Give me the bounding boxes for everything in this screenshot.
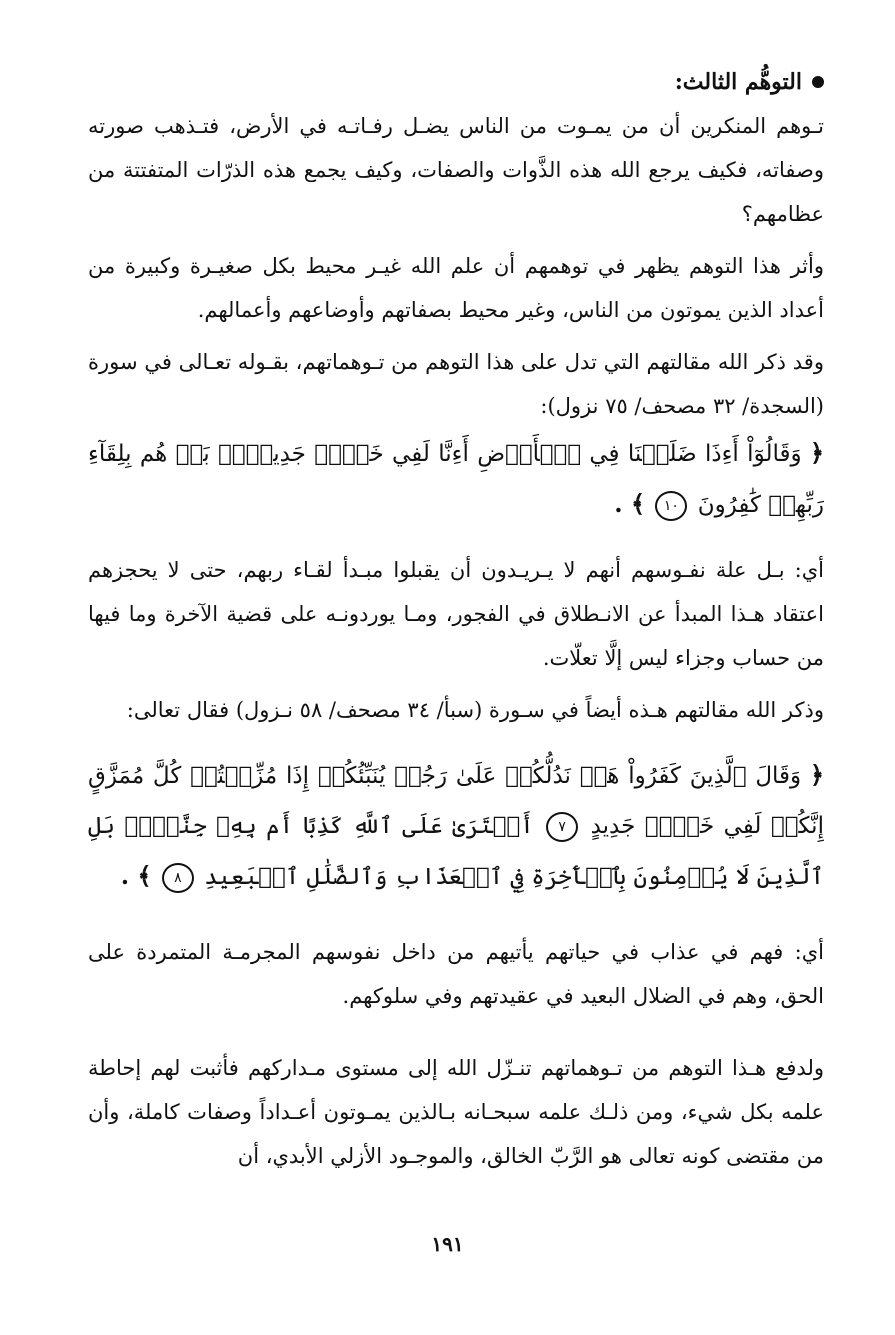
paragraph-4: أي: بـل علة نفـوسهم أنهم لا يـريـدون أن يقبلوا مبـدأ لقـاء ربهم، حتى لا يحجزهم اعتقاد هـذا المبدأ عن الانـطلاق في الفجور، ومـا يوردونـه على قضية الآخرة وما فيها من حساب وجزاء ليس إلَّا تعلّات. xyxy=(88,558,824,670)
quran-verse-1 xyxy=(88,428,824,530)
quran-verse-2b-text: أَفۡتَرَىٰ عَلَى ٱللَّهِ كَذِبًا أَم بِهِۦ جِنَّةُۢۗ بَلِ ٱلَّذِينَ لَا يُؤۡمِنُونَ بِٱلۡأٓخِرَةِ فِي ٱلۡعَذَابِ وَٱلضَّلَٰلِ ٱلۡبَعِيدِ xyxy=(88,813,824,890)
quran-open-bracket: ﴿ xyxy=(809,438,825,467)
paragraph-5: وذكر الله مقالتهم هـذه أيضاً في سـورة (سبأ/ ٣٤ مصحف/ ٥٨ نـزول) فقال تعالى: xyxy=(126,698,824,722)
section-heading-text: التوهُّم الثالث: xyxy=(674,69,802,95)
quran-close-bracket: ﴾ . xyxy=(120,861,152,890)
bullet-icon xyxy=(812,76,824,88)
quran-close-bracket: ﴾ . xyxy=(614,489,646,518)
ayah-number-marker: ٧ xyxy=(546,812,578,842)
section-heading xyxy=(88,60,824,104)
page-number: ١٩١ xyxy=(431,1232,464,1256)
paragraph-7: ولدفع هـذا التوهم من تـوهماتهم تنـزّل الله إلى مستوى مـداركهم فأثبت لهم إحاطة علمه بكل شيء، ومن ذلـك علمه سبحـانه بـالذين يمـوتون أعـداداً وصفات كاملة، وأن من مقتضى كونه تعالى هو الرَّبّ الخالق، والموجـود الأزلي الأبدي، أن xyxy=(88,1056,824,1168)
ayah-number-marker: ١٠ xyxy=(655,491,687,521)
paragraph-3: وقد ذكر الله مقالتهم التي تدل على هذا التوهم من تـوهماتهم، بقـوله تعـالى في سورة (السجدة/ ٣٢ مصحف/ ٧٥ نزول): xyxy=(88,350,824,418)
page-body xyxy=(88,60,824,1178)
quran-open-bracket: ﴿ xyxy=(809,760,824,789)
paragraph-2: وأثر هذا التوهم يظهر في توهمهم أن علم الله غيـر محيط بكل صغيـرة وكبيرة من أعداد الذين يموتون من الناس، وغير محيط بصفاتهم وأوضاعهم وأعمالهم. xyxy=(88,254,824,322)
ayah-number-marker: ٨ xyxy=(162,863,194,893)
quran-verse-1-text: وَقَالُوٓاْ أَءِذَا ضَلَلۡنَا فِي ٱلۡأَرۡضِ أَءِنَّا لَفِي خَلۡقٖ جَدِيدِۢۚ بَلۡ هُم بِلِقَآءِ رَبِّهِمۡ كَٰفِرُونَ xyxy=(88,441,824,518)
paragraph-1: تـوهم المنكرين أن من يمـوت من الناس يضـل رفـاتـه في الأرض، فتـذهب صورته وصفاته، فكيف يرجع الله هذه الذَّوات والصفات، وكيف يجمع هذه الذرّات المتفتتة من عظامهم؟ xyxy=(88,114,824,226)
quran-verse-2a-text: وَقَالَ ٱلَّذِينَ كَفَرُواْ هَلۡ نَدُلُّكُمۡ عَلَىٰ رَجُلٖ يُنَبِّئُكُمۡ إِذَا مُزِّقۡتُمۡ كُلَّ مُمَزَّقٍ إِنَّكُمۡ لَفِي خَلۡقٖ جَدِيدٍ xyxy=(88,763,824,839)
paragraph-6: أي: فهم في عذاب في حياتهم يأتيهم من داخل نفوسهم المجرمـة المتمردة على الحق، وهم في الضلال البعيد في عقيدتهم وفي سلوكهم. xyxy=(88,940,824,1008)
quran-verse-2 xyxy=(88,750,824,902)
